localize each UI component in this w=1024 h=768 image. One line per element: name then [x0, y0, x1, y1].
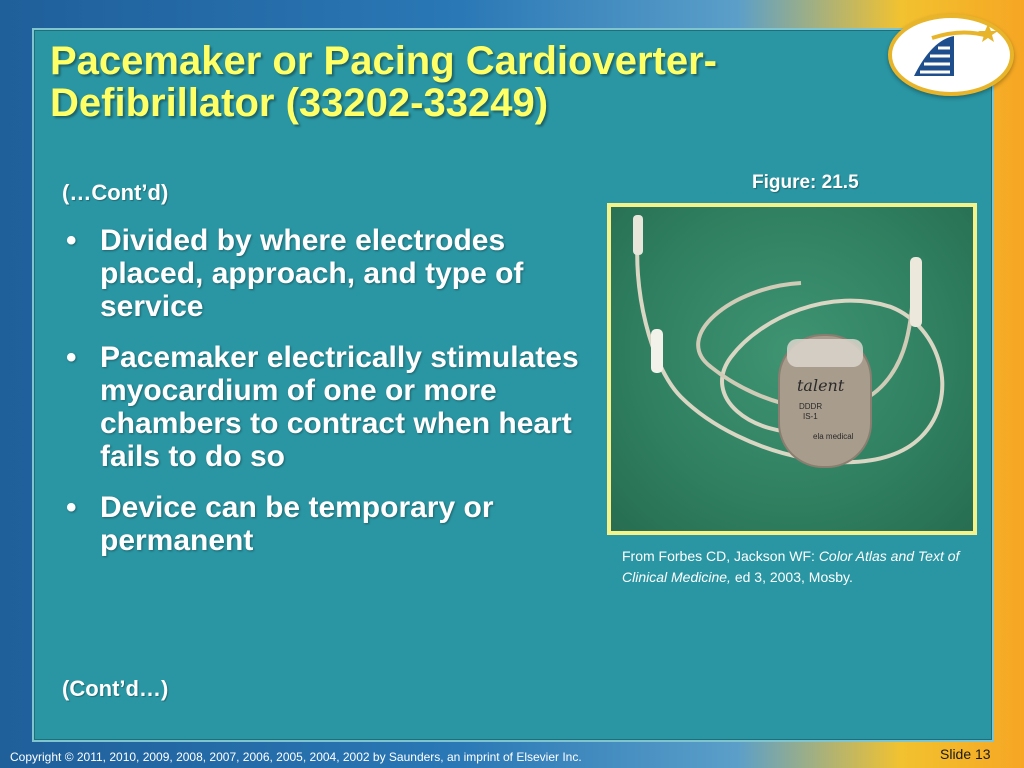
publisher-logo: [888, 14, 1014, 96]
title-line-1: Pacemaker or Pacing Cardioverter-: [50, 39, 717, 83]
bullet-text: Device can be temporary or permanent: [100, 491, 494, 557]
credit-prefix: From Forbes CD, Jackson WF:: [622, 548, 819, 564]
lead-connector: [910, 257, 922, 327]
bullet-dot: •: [66, 224, 77, 257]
bullet-item: [62, 224, 607, 323]
figure-credit: [622, 546, 962, 588]
device-brand: talent: [797, 376, 845, 395]
pacemaker-illustration: [611, 207, 973, 531]
bullet-item: [62, 491, 607, 557]
device-connector: IS-1: [803, 412, 818, 421]
credit-title: Color Atlas and Text of Clinical Medicine,: [622, 548, 960, 585]
logo-mark-icon: [892, 18, 1010, 92]
credit-suffix: ed 3, 2003, Mosby.: [730, 569, 853, 585]
device-model: DDDR: [799, 402, 823, 411]
copyright-notice: Copyright © 2011, 2010, 2009, 2008, 2007, 2006, 2005, 2004, 2002 by Saunders, an imprint of Elsevier Inc.: [10, 750, 582, 764]
bullet-dot: •: [66, 491, 77, 524]
device-maker: ela medical: [813, 432, 854, 441]
bullet-text: Divided by where electrodes placed, approach, and type of service: [100, 224, 524, 323]
pacemaker-device: [779, 335, 871, 467]
lead-connector: [633, 215, 643, 255]
bullet-dot: •: [66, 341, 77, 374]
continued-label-bottom: (Cont’d…): [62, 676, 169, 701]
pacemaker-photo: [607, 203, 977, 535]
bullet-list: [62, 224, 607, 575]
bullet-text: Pacemaker electrically stimulates myocardium of one or more chambers to contract when heart fails to do so: [100, 341, 579, 473]
title-line-2: Defibrillator (33202-33249): [50, 81, 549, 125]
continued-label-top: (…Cont’d): [62, 180, 169, 205]
slide-title: [50, 40, 870, 124]
figure-label: Figure: 21.5: [752, 172, 859, 193]
star-icon: [978, 24, 998, 42]
bullet-item: [62, 341, 607, 473]
slide-number: Slide 13: [940, 746, 991, 762]
lead-connector: [651, 329, 663, 373]
